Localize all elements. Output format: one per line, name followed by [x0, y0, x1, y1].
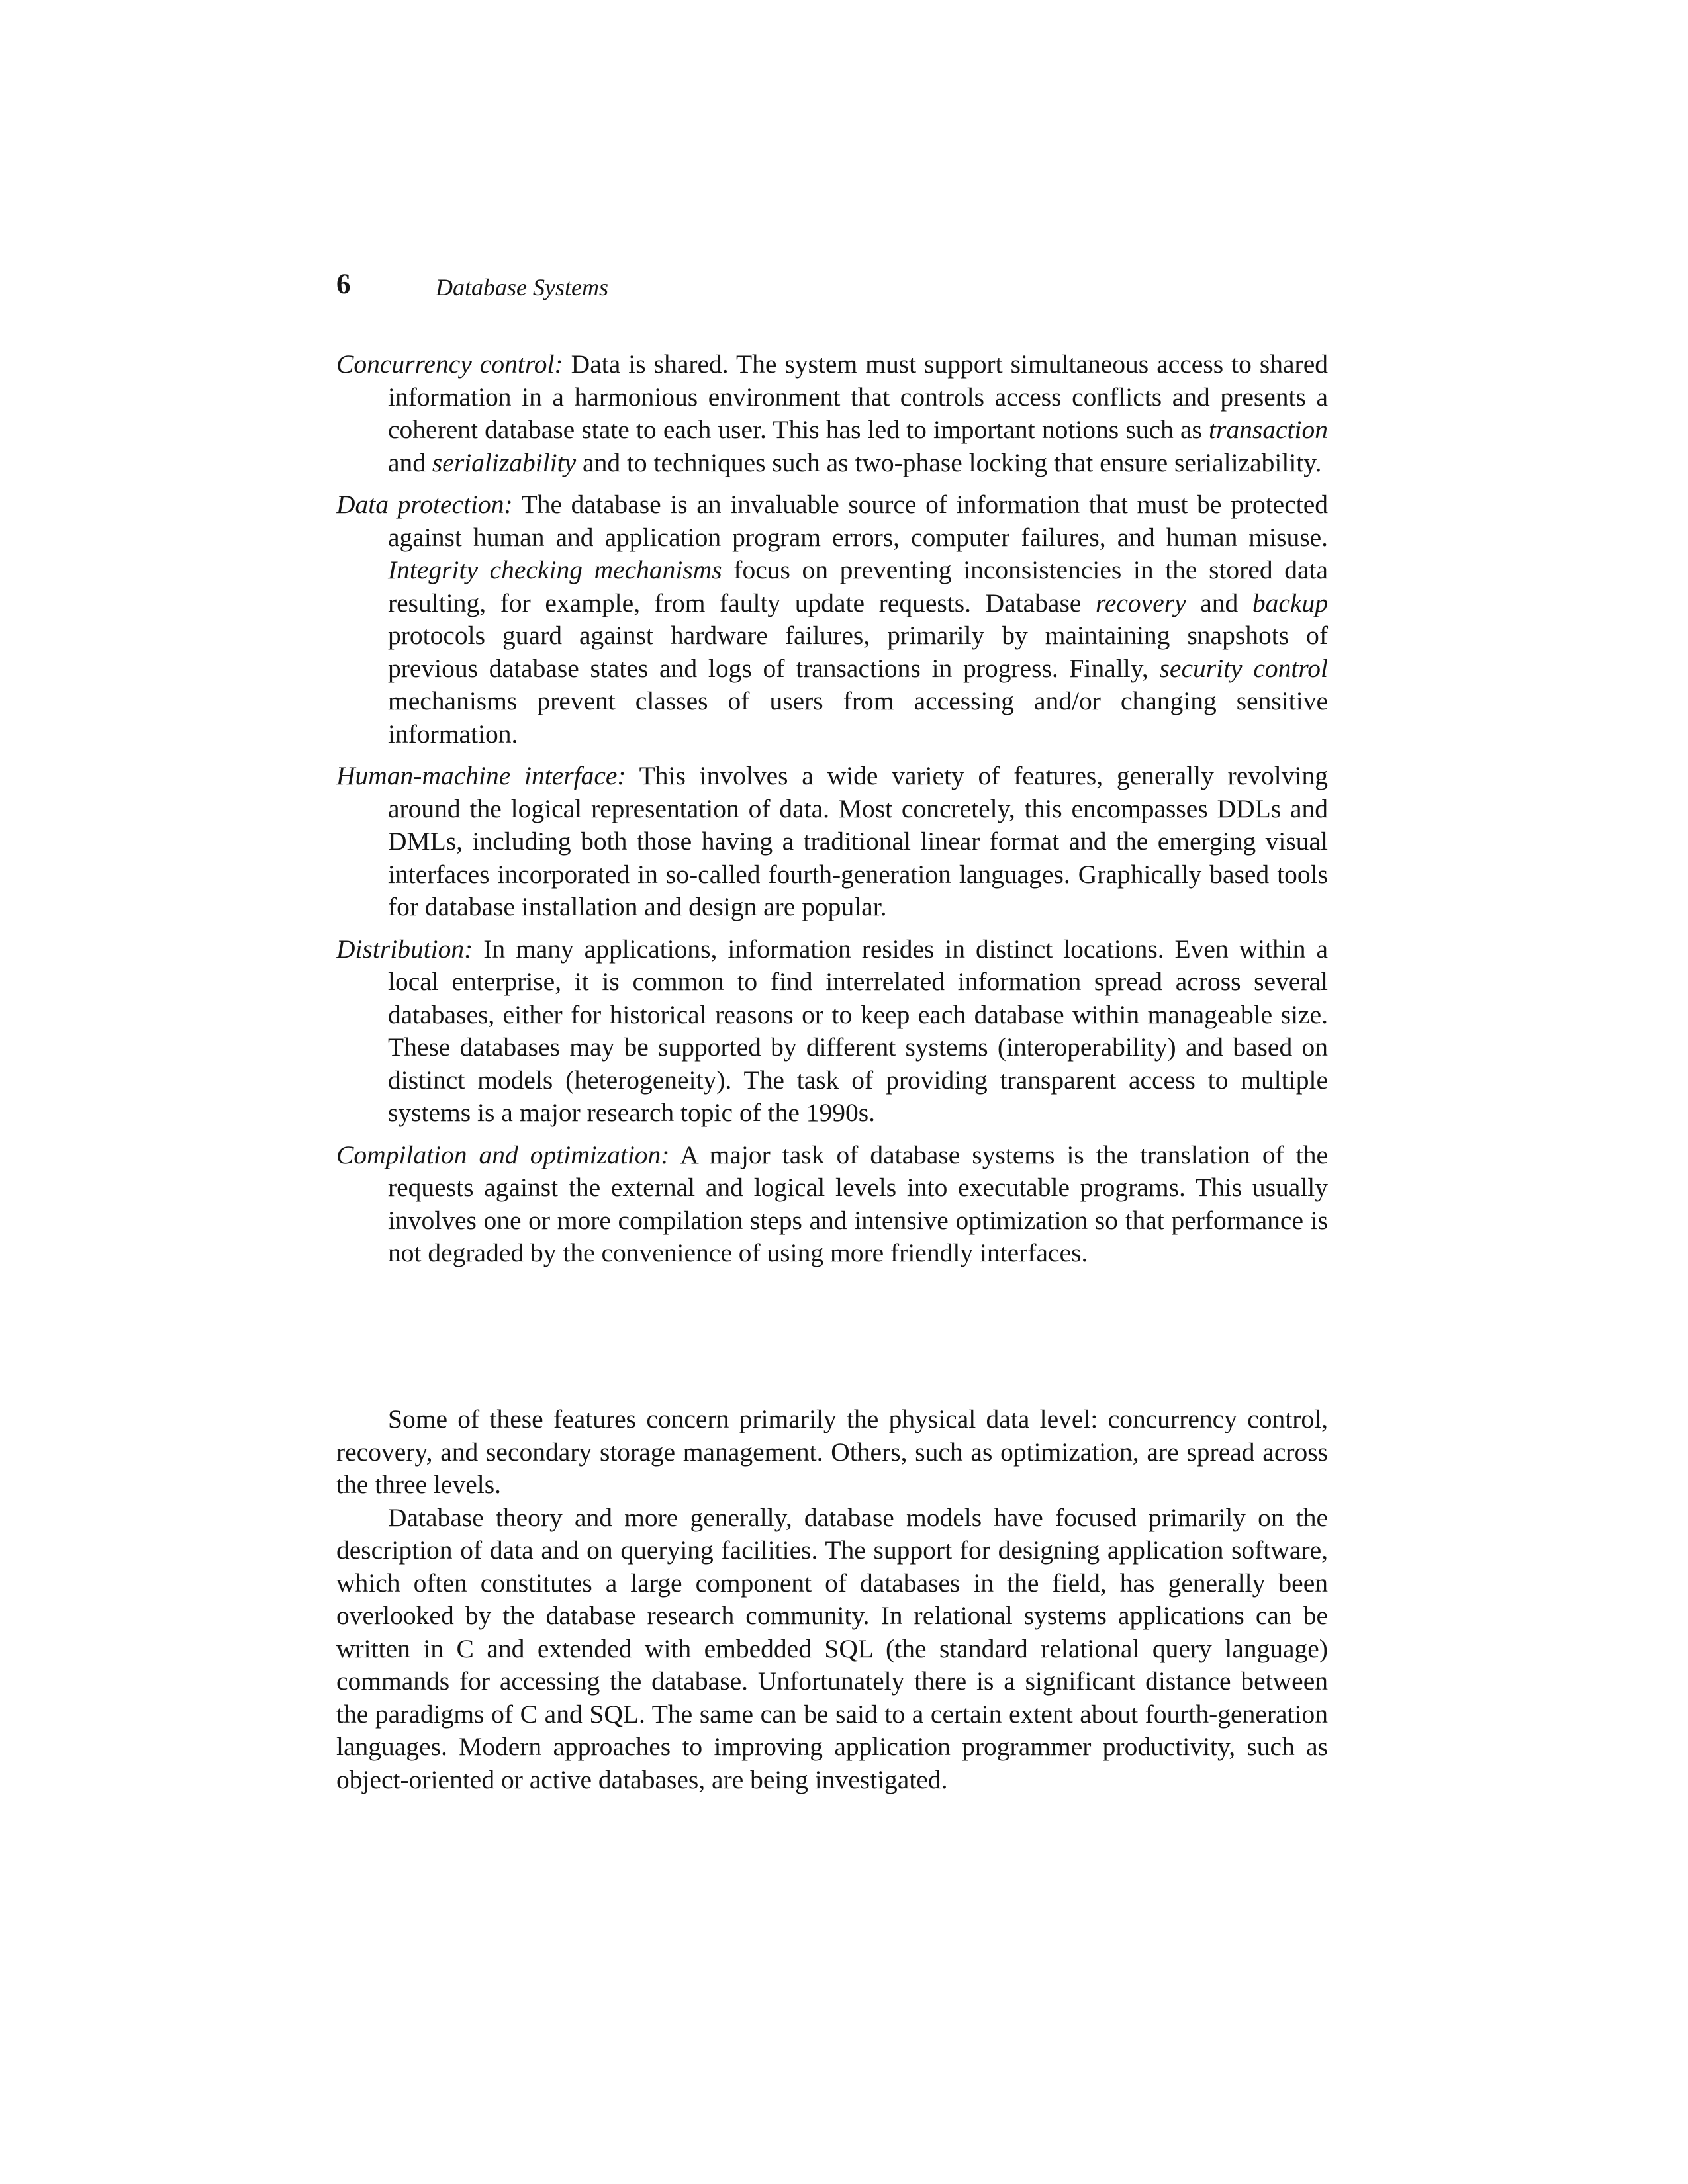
definition-item: Distribution: In many applications, information resides in distinct locations. Even within a local enterprise, it is common to find interrelated information spread across several databases, either for historical reasons or to keep each database within manageable size. These databases may be supported by different systems (interoperability) and based on distinct models (heterogeneity). The task of providing transparent access to multiple systems is a major research topic of the 1990s.	[336, 934, 1328, 1127]
running-title: Database Systems	[436, 274, 608, 300]
definition-term: Data protection:	[336, 490, 513, 519]
definition-item: Data protection: The database is an invaluable source of information that must be protected against human and application program errors, computer failures, and human misuse. Integrity checking mechanisms focus on preventing inconsistencies in the stored data resulting, for example, from faulty update requests. Database recovery and backup protocols guard against hardware failures, primarily by maintaining snapshots of previous database states and logs of transactions in progress. Finally, security control mechanisms prevent classes of users from accessing and/or changing sensitive information.	[336, 490, 1329, 749]
definition-item: Human-machine interface: This involves a wide variety of features, generally revolving around the logical representation of data. Most concretely, this encompasses DDLs and DMLs, including both those having a traditional linear format and the emerging visual interfaces incorporated in so-called fourth-generation languages. Graphically based tools for database installation and design are popular.	[336, 761, 1328, 921]
definition-item: Compilation and optimization: A major task of database systems is the translation of the requests against the external and logical levels into executable programs. This usually involves one or more compilation steps and intensive optimization so that performance is not degraded by the convenience of using more friendly interfaces.	[336, 1140, 1328, 1267]
page-number: 6	[336, 269, 351, 300]
definition-item: Concurrency control: Data is shared. The system must support simultaneous access to shared information in a harmonious environment that controls access conflicts and presents a coherent database state to each user. This has led to important notions such as transaction and serializability and to techniques such as two-phase locking that ensure serializability.	[336, 349, 1328, 477]
definition-term: Human-machine interface:	[336, 761, 626, 790]
paragraph: Database theory and more generally, database models have focused primarily on the description of data and on querying facilities. The support for designing application software, which often constitutes a large component of databases in the field, has generally been overlooked by the database research community. In relational systems applications can be written in C and extended with embedded SQL (the standard relational query language) commands for accessing the database. Unfortunately there is a significant distance between the paradigms of C and SQL. The same can be said to a certain extent about fourth-generation languages. Modern approaches to improving application programmer productivity, such as object-oriented or active databases, are being investigated.	[336, 1502, 1328, 1794]
definition-term: Concurrency control:	[336, 349, 563, 379]
definition-term: Distribution:	[336, 934, 473, 964]
body-text	[336, 1403, 1328, 1796]
paragraph: Some of these features concern primarily the physical data level: concurrency control, recovery, and secondary storage management. Others, such as optimization, are spread across the three levels.	[336, 1404, 1328, 1499]
definition-term: Compilation and optimization:	[336, 1140, 670, 1169]
feature-definition-list	[336, 348, 1328, 1279]
